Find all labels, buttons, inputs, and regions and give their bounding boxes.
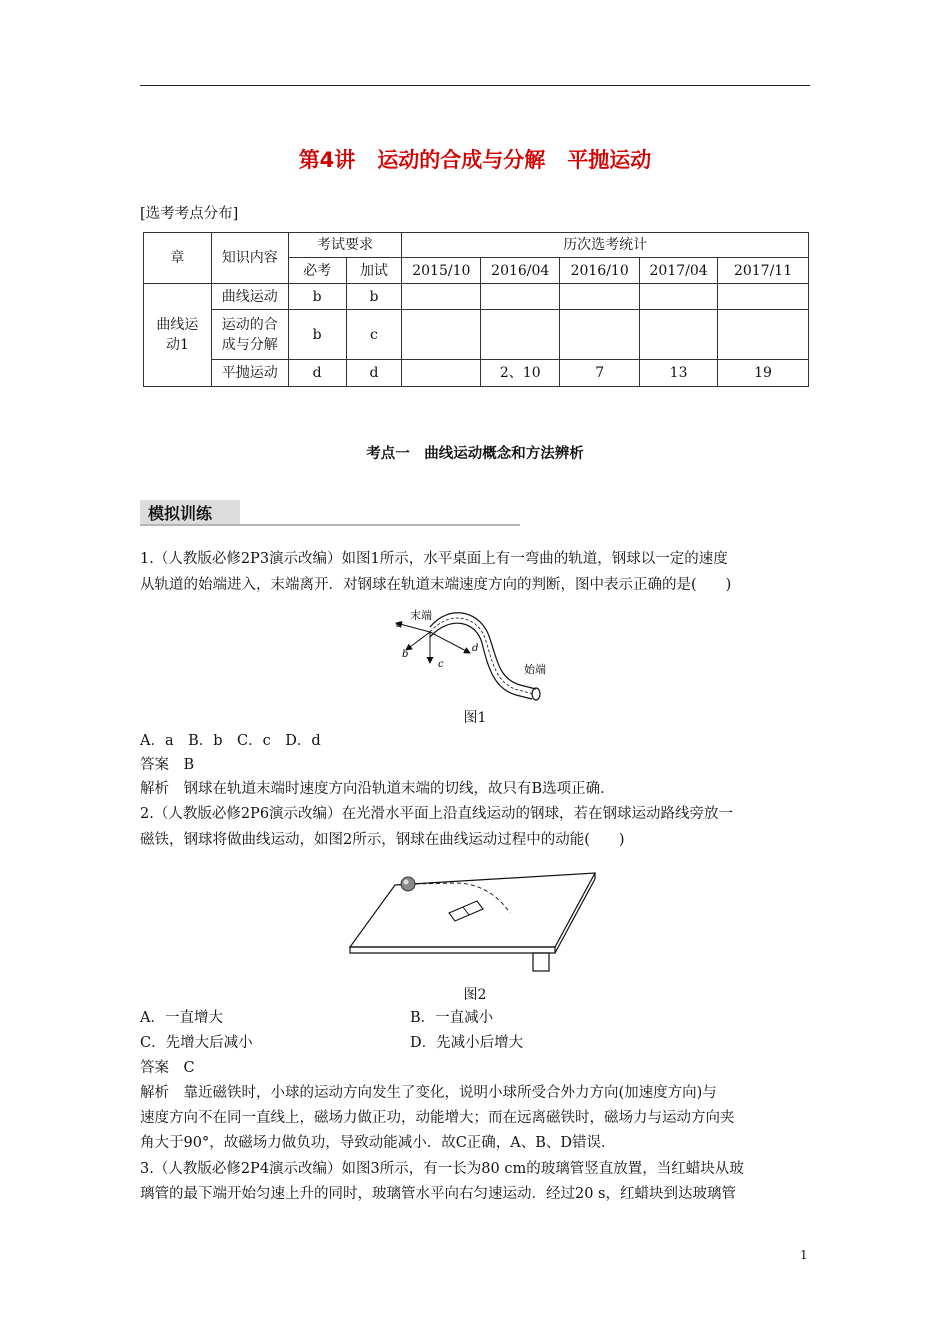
table-leg [533, 953, 549, 971]
track-start-end [532, 688, 540, 700]
stats-cell [402, 360, 481, 387]
table-front [350, 947, 555, 953]
required-cell: b [288, 310, 346, 360]
track-outer [430, 613, 536, 689]
q2-analysis-2: 速度方向不在同一直线上，磁场力做正功，动能增大；而在远离磁铁时，磁场力与运动方向夹 [140, 1110, 735, 1126]
header-extra: 加试 [346, 258, 402, 284]
title-topic-2: 平抛运动 [567, 148, 652, 172]
knowledge-cell: 平抛运动 [211, 360, 288, 387]
q1-line2: 从轨道的始端进入，末端离开．对钢球在轨道末端速度方向的判断，图中表示正确的是( ) [140, 577, 732, 593]
extra-cell: c [346, 310, 402, 360]
figure-1-track [390, 605, 560, 705]
header-year: 2017/11 [718, 258, 809, 284]
stats-cell [402, 284, 481, 310]
stats-cell [560, 284, 640, 310]
fig1-label-c: c [438, 659, 444, 670]
stats-cell [402, 310, 481, 360]
vector-d [430, 632, 470, 653]
figure-1-caption: 图1 [463, 710, 487, 726]
stats-cell [640, 310, 718, 360]
q1-analysis: 解析 钢球在轨道末端时速度方向沿轨道末端的切线，故只有B选项正确． [140, 781, 615, 797]
section-title: 考点一 曲线运动概念和方法辨析 [366, 446, 584, 462]
required-cell: d [288, 360, 346, 387]
q1-answer: 答案 B [140, 757, 195, 773]
stats-cell [640, 284, 718, 310]
figure-2-caption: 图2 [463, 987, 487, 1003]
stats-cell: 2、10 [481, 360, 560, 387]
stats-cell: 7 [560, 360, 640, 387]
q2-analysis-1: 解析 靠近磁铁时，小球的运动方向发生了变化，说明小球所受合外力方向(加速度方向)与 [140, 1085, 717, 1101]
fig1-label-b: b [402, 649, 409, 660]
extra-cell: b [346, 284, 402, 310]
track-centerline [430, 618, 534, 694]
fig1-label-start: 始端 [524, 663, 546, 676]
stats-cell [481, 310, 560, 360]
title-lecture: 第4讲 [298, 148, 356, 172]
page-title [140, 144, 810, 174]
extra-cell: d [346, 360, 402, 387]
chapter-cell: 曲线运动1 [144, 284, 212, 387]
q2-option-a: A．一直增大 [140, 1010, 223, 1026]
header-required: 必考 [288, 258, 346, 284]
fig1-label-end: 末端 [410, 609, 432, 622]
q2-line1: 2.（人教版必修2P6演示改编）在光滑水平面上沿直线运动的钢球，若在钢球运动路线旁放一 [140, 806, 734, 822]
header-chapter: 章 [144, 233, 212, 284]
header-year: 2017/04 [640, 258, 718, 284]
q2-option-d: D．先减小后增大 [410, 1035, 524, 1051]
knowledge-cell: 运动的合成与分解 [211, 310, 288, 360]
header-requirement: 考试要求 [288, 233, 402, 258]
steel-ball [401, 877, 415, 891]
stats-cell: 13 [640, 360, 718, 387]
distribution-label: [选考考点分布] [140, 206, 239, 222]
q1-line1: 1.（人教版必修2P3演示改编）如图1所示，水平桌面上有一弯曲的轨道，钢球以一定的速度 [140, 551, 728, 567]
stats-cell [718, 310, 809, 360]
table-edge [555, 879, 595, 953]
fig1-label-a: a [396, 619, 402, 630]
q3-line2: 璃管的最下端开始匀速上升的同时，玻璃管水平向右匀速运动．经过20 s，红蜡块到达玻璃管 [140, 1186, 736, 1202]
q2-answer: 答案 C [140, 1060, 195, 1076]
header-year: 2015/10 [402, 258, 481, 284]
q2-option-b: B．一直减小 [410, 1010, 494, 1026]
header-year: 2016/10 [560, 258, 640, 284]
header-knowledge: 知识内容 [211, 233, 288, 284]
figure-2-table-magnet [345, 865, 600, 975]
track-inner [430, 623, 532, 699]
q1-options: A．a B．b C．c D．d [140, 733, 321, 749]
q3-line1: 3.（人教版必修2P4演示改编）如图3所示，有一长为80 cm的玻璃管竖直放置，当红蜡块从玻 [140, 1161, 744, 1177]
header-rule [140, 85, 810, 86]
vector-b [406, 632, 430, 650]
title-topic-1: 运动的合成与分解 [377, 148, 546, 172]
band-label: 模拟训练 [148, 504, 213, 523]
band-rule [140, 524, 520, 526]
q2-line2: 磁铁，钢球将做曲线运动，如图2所示，钢球在曲线运动过程中的动能( ) [140, 832, 625, 848]
q2-option-c: C．先增大后减小 [140, 1035, 253, 1051]
required-cell: b [288, 284, 346, 310]
knowledge-cell: 曲线运动 [211, 284, 288, 310]
fig1-label-d: d [472, 643, 479, 654]
stats-cell [560, 310, 640, 360]
q2-analysis-3: 角大于90°，故磁场力做负功，导致动能减小．故C正确，A、B、D错误． [140, 1135, 616, 1151]
distribution-table [143, 232, 809, 387]
stats-cell [718, 284, 809, 310]
stats-cell [481, 284, 560, 310]
header-stats: 历次选考统计 [402, 233, 809, 258]
stats-cell: 19 [718, 360, 809, 387]
header-year: 2016/04 [481, 258, 560, 284]
page-number: 1 [800, 1248, 808, 1262]
